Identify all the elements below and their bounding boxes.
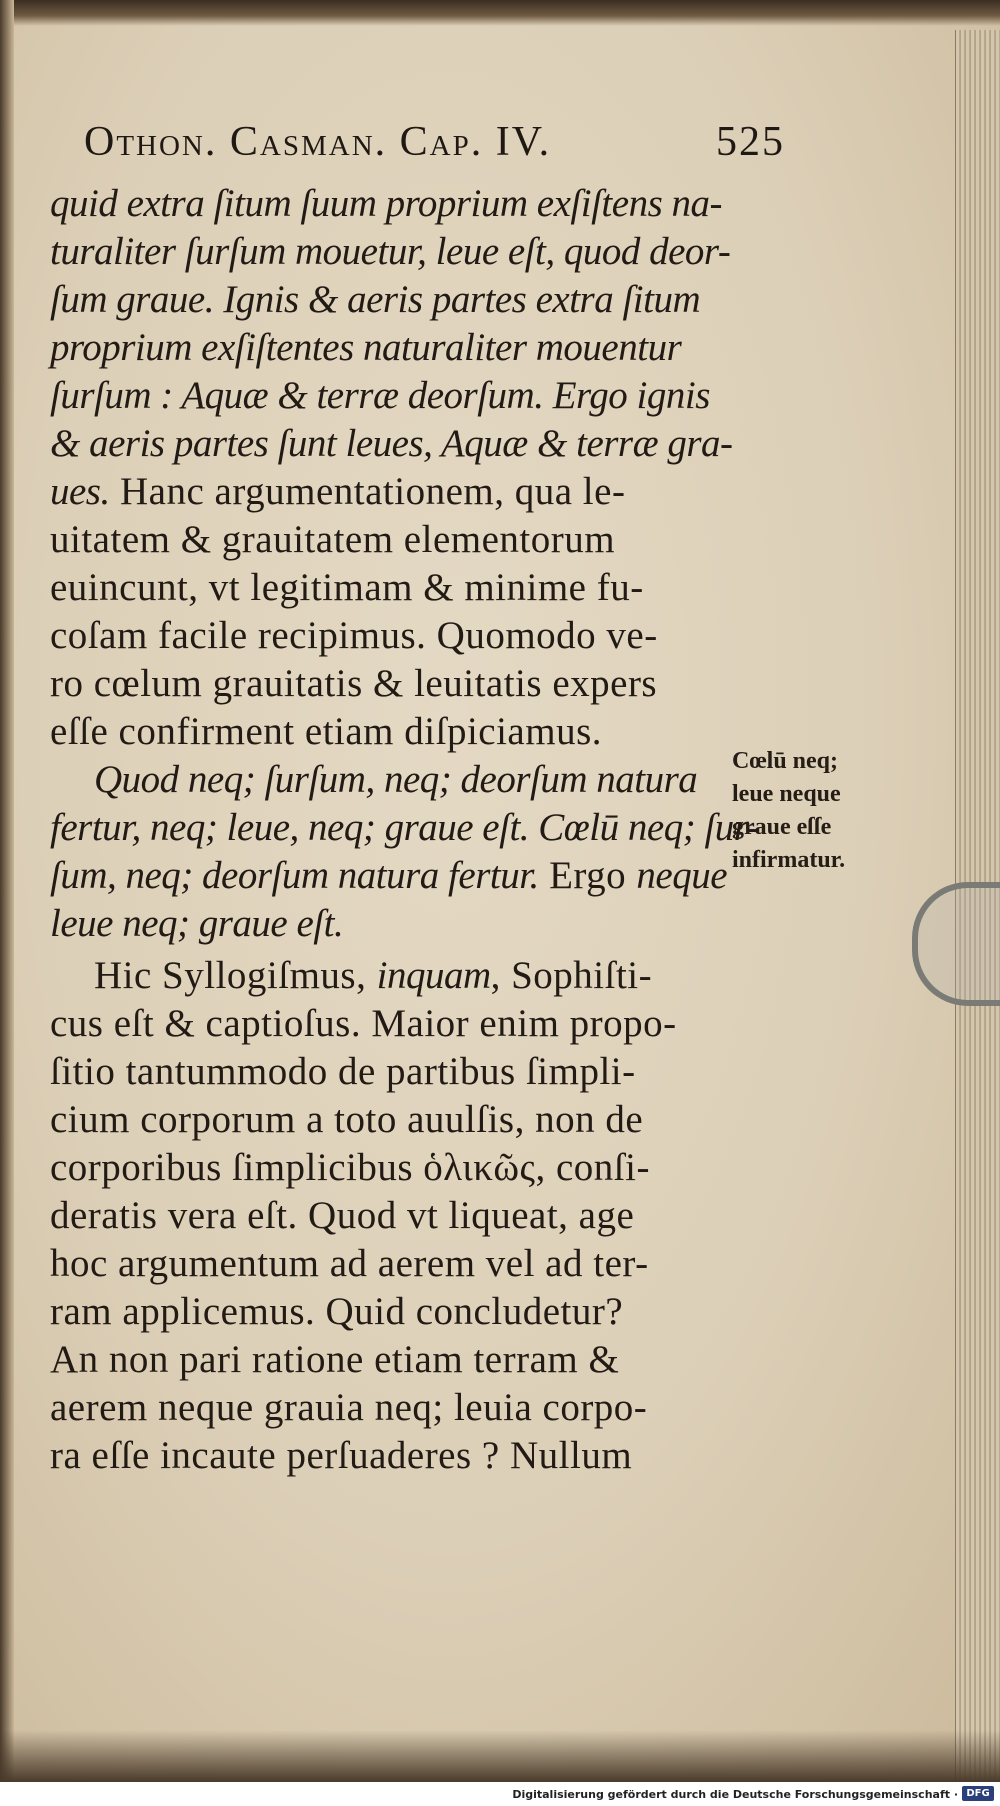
marginal-note-line: Cœlū neq; xyxy=(732,748,839,774)
text-line: leue neq; graue eſt. xyxy=(50,902,344,945)
footer-credit: Digitalisierung gefördert durch die Deutsche Forschungsgemeinschaft · xyxy=(512,1788,958,1801)
text-line: coſam facile recipimus. Quomodo ve- xyxy=(50,614,658,657)
text-line: hoc argumentum ad aerem vel ad ter- xyxy=(50,1242,649,1285)
bottom-shadow xyxy=(0,1730,1000,1782)
text-line: Quod neq; ſurſum, neq; deorſum natura xyxy=(94,758,698,801)
text-line: corporibus ſimplicibus ὁλικῶς, conſi- xyxy=(50,1146,650,1189)
text-line: ra eſſe incaute perſuaderes ? Nullum xyxy=(50,1434,633,1477)
page-number: 525 xyxy=(716,119,785,165)
text-line: An non pari ratione etiam terram & xyxy=(50,1338,620,1381)
marginal-note xyxy=(732,745,882,877)
dfg-logo-icon: DFG xyxy=(962,1786,994,1801)
text-line: deratis vera eſt. Quod vt liqueat, age xyxy=(50,1194,635,1237)
text-line: ues. Hanc argumentationem, qua le- xyxy=(50,470,626,513)
text-line: & aeris partes ſunt leues, Aquæ & terræ gra- xyxy=(50,422,733,465)
text-line: ſurſum : Aquæ & terræ deorſum. Ergo ignis xyxy=(50,374,710,417)
text-line: uitatem & grauitatem elementorum xyxy=(50,518,616,561)
text-line: cium corporum a toto auulſis, non de xyxy=(50,1098,644,1141)
text-line: euincunt, vt legitimam & minime fu- xyxy=(50,566,644,609)
left-gutter-edge xyxy=(0,0,14,1782)
text-line: fertur, neq; leue, neq; graue eſt. Cœlū neq; ſur- xyxy=(50,806,761,849)
top-binding-shadow xyxy=(0,0,1000,26)
text-line: Hic Syllogiſmus, inquam, Sophiſti- xyxy=(94,954,653,997)
text-line: ſum, neq; deorſum natura fertur. Ergo neque xyxy=(50,854,728,897)
text-line: turaliter ſurſum mouetur, leue eſt, quod deor- xyxy=(50,230,731,273)
running-title: Othon. Casman. Cap. IV. xyxy=(84,119,552,165)
text-line: aerem neque grauia neq; leuia corpo- xyxy=(50,1386,648,1429)
text-line: ſum graue. Ignis & aeris partes extra ſitum xyxy=(50,278,701,321)
marginal-note-line: leue neque xyxy=(732,781,841,807)
text-line: cus eſt & captioſus. Maior enim propo- xyxy=(50,1002,677,1045)
text-line: eſſe confirment etiam diſpiciamus. xyxy=(50,710,602,753)
text-line: ro cœlum grauitatis & leuitatis expers xyxy=(50,662,658,705)
text-line: quid extra ſitum ſuum proprium exſiſtens na- xyxy=(50,182,722,225)
text-line: ſitio tantummodo de partibus ſimpli- xyxy=(50,1050,636,1093)
text-line: proprium exſiſtentes naturaliter mouentur xyxy=(50,326,682,369)
text-line: ram applicemus. Quid concludetur? xyxy=(50,1290,624,1333)
marginal-note-line: graue eſſe xyxy=(732,814,832,840)
running-header xyxy=(84,118,784,166)
marginal-note-line: infirmatur. xyxy=(732,847,846,873)
